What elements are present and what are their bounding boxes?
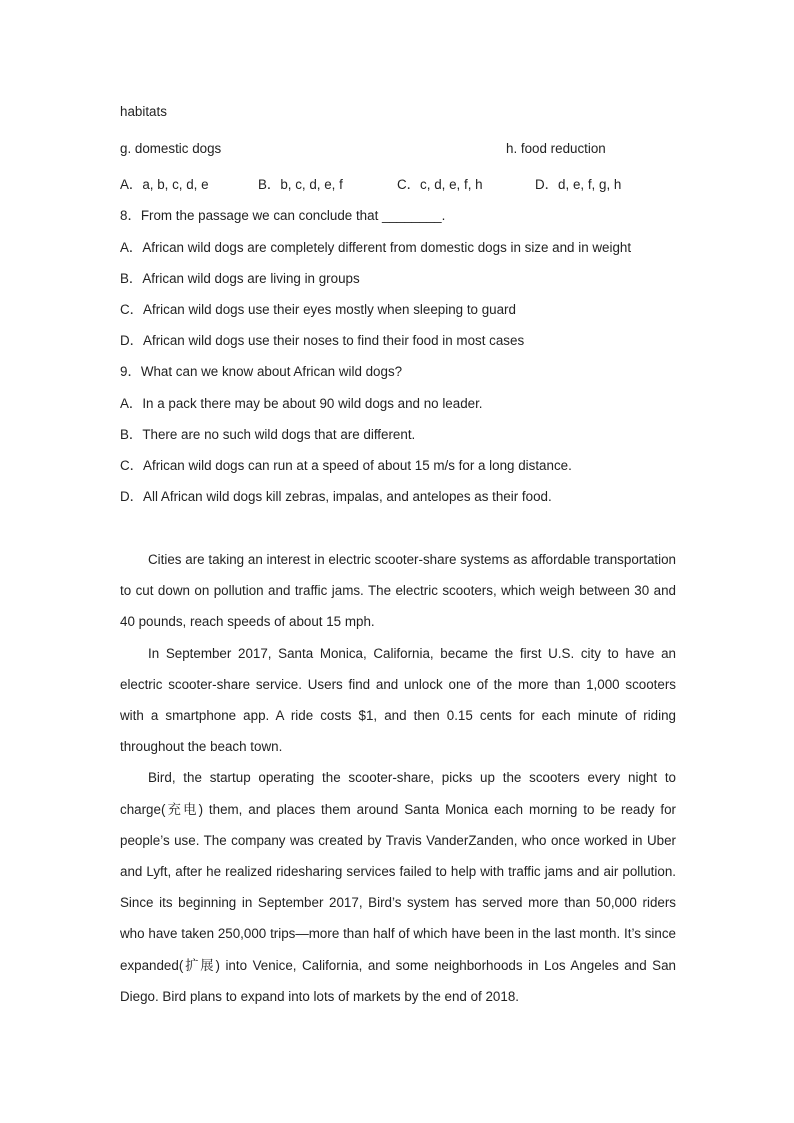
- q7-choice-b: B．b, c, d, e, f: [258, 177, 343, 192]
- q7-choice-d: D．d, e, f, g, h: [535, 177, 622, 192]
- option-h: h. food reduction: [506, 141, 606, 156]
- q9-choice-b: B．There are no such wild dogs that are different.: [120, 427, 416, 442]
- passage-paragraph-1: Cities are taking an interest in electric scooter-share systems as affordable transportation to cut down on pollution and traffic jams. The electric scooters, which weigh between 30 and 40 pounds, reach speeds of about 15 mph.: [120, 552, 676, 630]
- passage: [120, 544, 676, 1012]
- q8-choice-c: C．African wild dogs use their eyes mostly when sleeping to guard: [120, 302, 516, 317]
- q9-choice-c: C．African wild dogs can run at a speed of about 15 m/s for a long distance.: [120, 458, 572, 473]
- passage-paragraph-3: Bird, the startup operating the scooter-share, picks up the scooters every night to charge(充电) them, and places them around Santa Monica each morning to be ready for people’s use. The company was created by Travis VanderZanden, who once worked in Uber and Lyft, after he realized ridesharing services failed to help with traffic jams and air pollution. Since its beginning in September 2017, Bird’s system has served more than 50,000 riders who have taken 250,000 trips—more than half of which have been in the last month. It’s since expanded(扩展) into Venice, California, and some neighborhoods in Los Angeles and San Diego. Bird plans to expand into lots of markets by the end of 2018.: [120, 770, 676, 1004]
- question9-stem: 9．What can we know about African wild dogs?: [120, 364, 403, 379]
- passage-paragraph-2: In September 2017, Santa Monica, California, became the first U.S. city to have an electric scooter-share service. Users find and unlock one of the more than 1,000 scooters with a smartphone app. A ride costs $1, and then 0.15 cents for each minute of riding throughout the beach town.: [120, 645, 676, 755]
- option-g: g. domestic dogs: [120, 141, 222, 156]
- q8-choice-d: D．African wild dogs use their noses to find their food in most cases: [120, 333, 525, 348]
- continuation-habitats: habitats: [120, 104, 167, 119]
- q9-choice-d: D．All African wild dogs kill zebras, impalas, and antelopes as their food.: [120, 489, 552, 504]
- q7-choice-a: A．a, b, c, d, e: [120, 177, 209, 192]
- q8-choice-b: B．African wild dogs are living in groups: [120, 271, 360, 286]
- q9-choice-a: A．In a pack there may be about 90 wild dogs and no leader.: [120, 396, 483, 411]
- q7-choice-c: C．c, d, e, f, h: [397, 177, 483, 192]
- q8-choice-a: A．African wild dogs are completely different from domestic dogs in size and in weight: [120, 240, 632, 255]
- question8-stem: 8．From the passage we can conclude that ________.: [120, 208, 446, 223]
